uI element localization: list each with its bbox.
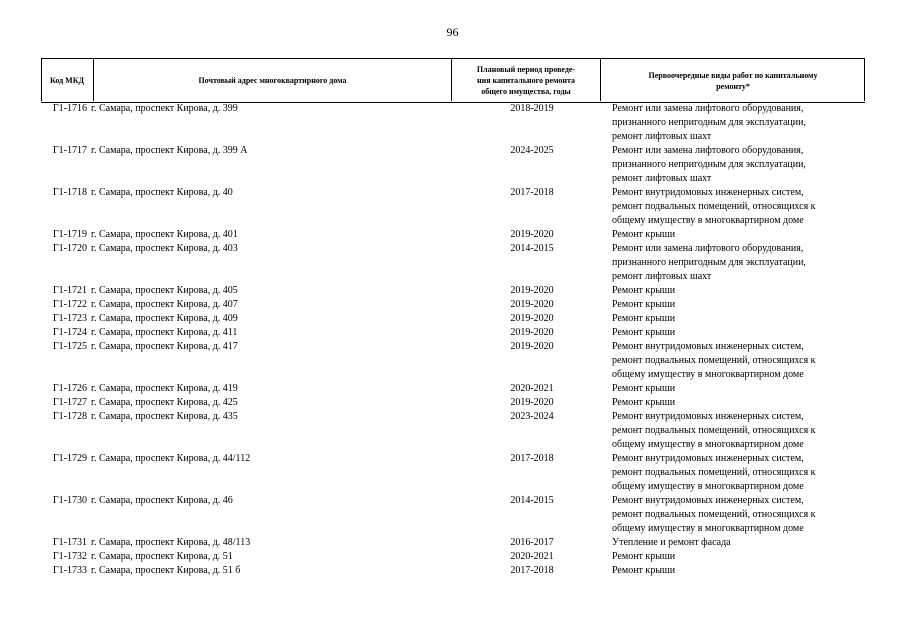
works bbox=[607, 284, 877, 298]
works bbox=[607, 410, 877, 452]
table-border bbox=[41, 58, 42, 101]
table-row bbox=[0, 186, 905, 228]
address: г. Самара, проспект Кирова, д. 401 bbox=[91, 229, 238, 240]
works bbox=[607, 494, 877, 536]
works-line: Ремонт крыши bbox=[612, 551, 676, 562]
address: г. Самара, проспект Кирова, д. 405 bbox=[91, 285, 238, 296]
works-line: Ремонт или замена лифтового оборудования, bbox=[612, 103, 804, 114]
period: 2019-2020 bbox=[510, 285, 554, 296]
works-line: Ремонт крыши bbox=[612, 327, 676, 338]
works-line: Ремонт или замена лифтового оборудования, bbox=[612, 243, 804, 254]
works-line: общему имуществу в многоквартирном доме bbox=[612, 439, 804, 450]
period: 2018-2019 bbox=[510, 103, 554, 114]
address: г. Самара, проспект Кирова, д. 399 А bbox=[91, 145, 248, 156]
works-line: общему имуществу в многоквартирном доме bbox=[612, 215, 804, 226]
table-row bbox=[0, 242, 905, 284]
page-number: 96 bbox=[446, 25, 459, 39]
address: г. Самара, проспект Кирова, д. 425 bbox=[91, 397, 238, 408]
period: 2020-2021 bbox=[510, 551, 554, 562]
address: г. Самара, проспект Кирова, д. 403 bbox=[91, 243, 238, 254]
address: г. Самара, проспект Кирова, д. 44/112 bbox=[91, 453, 251, 464]
period: 2017-2018 bbox=[510, 565, 554, 576]
works-line: Ремонт внутридомовых инженерных систем, bbox=[612, 341, 804, 352]
period: 2019-2020 bbox=[510, 313, 554, 324]
table-header bbox=[41, 58, 865, 103]
period: 2023-2024 bbox=[510, 411, 554, 422]
works bbox=[607, 452, 877, 494]
works bbox=[607, 396, 877, 410]
mkd-code: Г1-1719 bbox=[52, 229, 87, 240]
works bbox=[607, 382, 877, 396]
works-line: ремонт подвальных помещений, относящихся к bbox=[612, 201, 816, 212]
header-code: Код МКД bbox=[49, 76, 85, 85]
works bbox=[607, 536, 877, 550]
period: 2016-2017 bbox=[510, 537, 554, 548]
address: г. Самара, проспект Кирова, д. 51 б bbox=[91, 565, 241, 576]
works bbox=[607, 564, 877, 578]
table-row bbox=[0, 536, 905, 550]
works-line: признанного непригодным для эксплуатации, bbox=[612, 257, 806, 268]
works-line: признанного непригодным для эксплуатации, bbox=[612, 159, 806, 170]
works-line: общему имуществу в многоквартирном доме bbox=[612, 523, 804, 534]
period: 2019-2020 bbox=[510, 229, 554, 240]
table-row bbox=[0, 396, 905, 410]
mkd-code: Г1-1724 bbox=[52, 327, 87, 338]
mkd-code: Г1-1721 bbox=[52, 285, 87, 296]
works bbox=[607, 186, 877, 228]
mkd-code: Г1-1730 bbox=[52, 495, 87, 506]
period: 2019-2020 bbox=[510, 327, 554, 338]
header-works-line: ремонту* bbox=[716, 81, 750, 91]
mkd-code: Г1-1729 bbox=[52, 453, 87, 464]
mkd-code: Г1-1727 bbox=[52, 397, 87, 408]
works-line: Ремонт или замена лифтового оборудования, bbox=[612, 145, 804, 156]
table-row bbox=[0, 340, 905, 382]
mkd-code: Г1-1717 bbox=[52, 145, 87, 156]
works bbox=[607, 228, 877, 242]
period: 2019-2020 bbox=[510, 341, 554, 352]
works-line: Ремонт крыши bbox=[612, 565, 676, 576]
table-row bbox=[0, 382, 905, 396]
works bbox=[607, 550, 877, 564]
table-row bbox=[0, 144, 905, 186]
works-line: ремонт лифтовых шахт bbox=[612, 173, 712, 184]
mkd-code: Г1-1718 bbox=[52, 187, 87, 198]
table-row bbox=[0, 326, 905, 340]
period: 2024-2025 bbox=[510, 145, 554, 156]
period: 2019-2020 bbox=[510, 397, 554, 408]
works-line: Ремонт внутридомовых инженерных систем, bbox=[612, 495, 804, 506]
table-row bbox=[0, 102, 905, 144]
works bbox=[607, 312, 877, 326]
period: 2017-2018 bbox=[510, 453, 554, 464]
address: г. Самара, проспект Кирова, д. 411 bbox=[91, 327, 238, 338]
works bbox=[607, 144, 877, 186]
works-line: ремонт лифтовых шахт bbox=[612, 271, 712, 282]
header-period-line: Плановый период проведе- bbox=[476, 65, 576, 74]
mkd-code: Г1-1723 bbox=[52, 313, 87, 324]
table-row bbox=[0, 550, 905, 564]
period: 2014-2015 bbox=[510, 243, 554, 254]
works-line: ремонт лифтовых шахт bbox=[612, 131, 712, 142]
column-divider bbox=[451, 58, 452, 101]
address: г. Самара, проспект Кирова, д. 51 bbox=[91, 551, 233, 562]
mkd-code: Г1-1728 bbox=[52, 411, 87, 422]
works bbox=[607, 102, 877, 144]
address: г. Самара, проспект Кирова, д. 40 bbox=[91, 187, 233, 198]
period: 2017-2018 bbox=[510, 187, 554, 198]
mkd-code: Г1-1716 bbox=[52, 103, 87, 114]
address: г. Самара, проспект Кирова, д. 419 bbox=[91, 383, 238, 394]
mkd-code: Г1-1731 bbox=[52, 537, 87, 548]
header-address: Почтовый адрес многоквартирного дома bbox=[198, 76, 347, 85]
table-row bbox=[0, 494, 905, 536]
period: 2019-2020 bbox=[510, 299, 554, 310]
mkd-code: Г1-1720 bbox=[52, 243, 87, 254]
works-line: Ремонт крыши bbox=[612, 383, 676, 394]
works-line: ремонт подвальных помещений, относящихся к bbox=[612, 509, 816, 520]
address: г. Самара, проспект Кирова, д. 399 bbox=[91, 103, 238, 114]
address: г. Самара, проспект Кирова, д. 435 bbox=[91, 411, 238, 422]
period: 2020-2021 bbox=[510, 383, 554, 394]
address: г. Самара, проспект Кирова, д. 417 bbox=[91, 341, 238, 352]
works-line: общему имуществу в многоквартирном доме bbox=[612, 481, 804, 492]
mkd-code: Г1-1726 bbox=[52, 383, 87, 394]
address: г. Самара, проспект Кирова, д. 48/113 bbox=[91, 537, 251, 548]
mkd-code: Г1-1732 bbox=[52, 551, 87, 562]
mkd-code: Г1-1722 bbox=[52, 299, 87, 310]
address: г. Самара, проспект Кирова, д. 46 bbox=[91, 495, 233, 506]
table-row bbox=[0, 228, 905, 242]
column-divider bbox=[600, 58, 601, 101]
works bbox=[607, 340, 877, 382]
works-line: ремонт подвальных помещений, относящихся к bbox=[612, 425, 816, 436]
table-row bbox=[0, 312, 905, 326]
works-line: ремонт подвальных помещений, относящихся к bbox=[612, 355, 816, 366]
works-line: Ремонт внутридомовых инженерных систем, bbox=[612, 453, 804, 464]
works-line: общему имуществу в многоквартирном доме bbox=[612, 369, 804, 380]
works-line: Ремонт крыши bbox=[612, 299, 676, 310]
header-period bbox=[452, 59, 600, 102]
works-line: Ремонт крыши bbox=[612, 285, 676, 296]
table-row bbox=[0, 284, 905, 298]
table-row bbox=[0, 564, 905, 578]
table-row bbox=[0, 298, 905, 312]
header-period-line: ния капитального ремонта bbox=[477, 76, 575, 85]
table-border bbox=[864, 58, 865, 101]
address: г. Самара, проспект Кирова, д. 407 bbox=[91, 299, 238, 310]
column-divider bbox=[93, 58, 94, 101]
works bbox=[607, 326, 877, 340]
table-row bbox=[0, 452, 905, 494]
works-line: ремонт подвальных помещений, относящихся к bbox=[612, 467, 816, 478]
works-line: Утепление и ремонт фасада bbox=[612, 537, 731, 548]
table-row bbox=[0, 410, 905, 452]
works-line: Ремонт крыши bbox=[612, 397, 676, 408]
mkd-code: Г1-1725 bbox=[52, 341, 87, 352]
address: г. Самара, проспект Кирова, д. 409 bbox=[91, 313, 238, 324]
works-line: Ремонт крыши bbox=[612, 313, 676, 324]
header-works-line: Первоочередные виды работ по капитальному bbox=[648, 70, 818, 80]
works-line: Ремонт внутридомовых инженерных систем, bbox=[612, 187, 804, 198]
works bbox=[607, 298, 877, 312]
header-period-line: общего имущества, годы bbox=[481, 87, 571, 96]
works-line: Ремонт внутридомовых инженерных систем, bbox=[612, 411, 804, 422]
works-line: Ремонт крыши bbox=[612, 229, 676, 240]
period: 2014-2015 bbox=[510, 495, 554, 506]
mkd-code: Г1-1733 bbox=[52, 565, 87, 576]
works bbox=[607, 242, 877, 284]
header-works bbox=[601, 59, 865, 102]
works-line: признанного непригодным для эксплуатации, bbox=[612, 117, 806, 128]
table-body bbox=[0, 102, 905, 578]
